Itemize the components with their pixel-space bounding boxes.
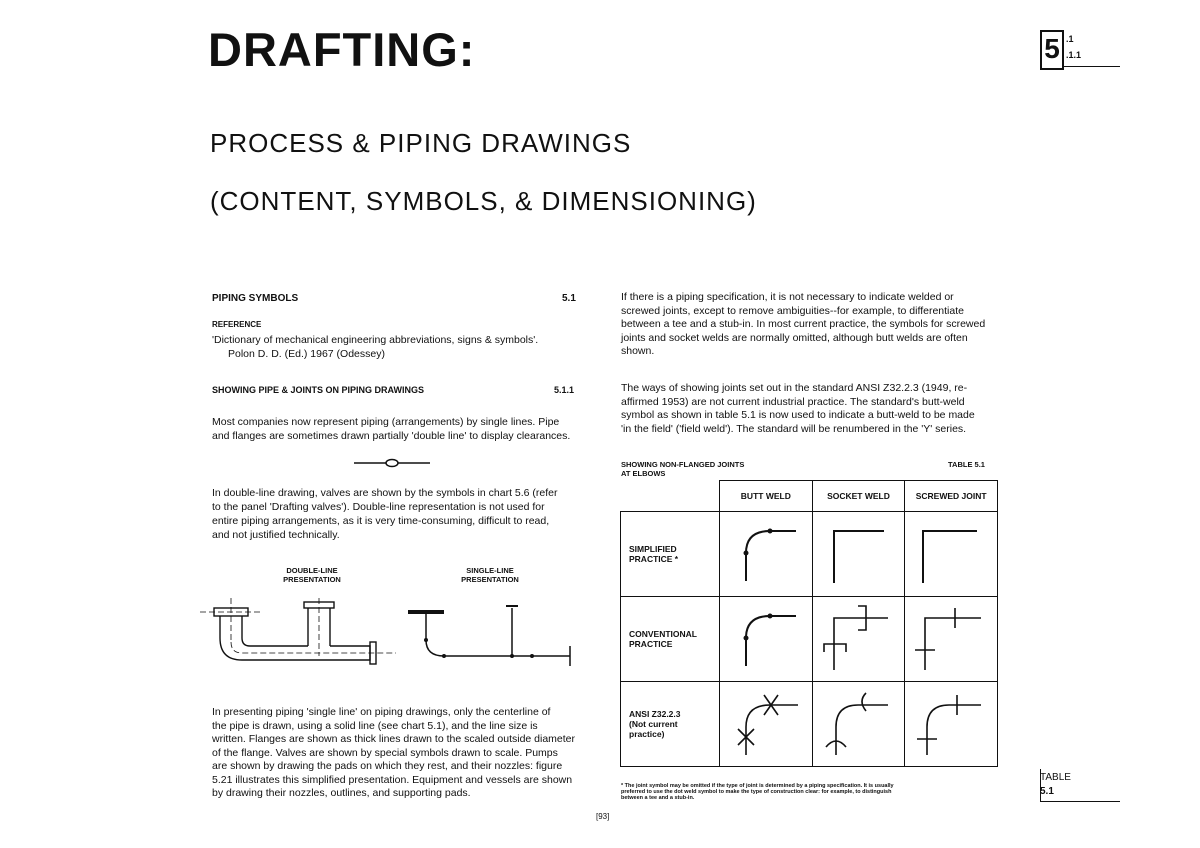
para2-line4: and not justified technically. — [212, 529, 340, 541]
page-number: [93] — [596, 812, 610, 821]
single-line-caption-2: PRESENTATION — [461, 575, 519, 584]
text-line: The ways of showing joints set out in the standard ANSI Z32.2.3 (1949, re- — [621, 382, 968, 394]
para2-line3: entire piping arrangements, as it is very time-consuming, difficult to read, — [212, 515, 550, 527]
reference-label: REFERENCE — [212, 320, 262, 329]
text-line: of the flange. Valves are shown by special symbols drawn to scale. Pumps — [212, 746, 558, 759]
margin-tag-1: TABLE — [1040, 772, 1071, 783]
socket-weld-simplified-symbol — [818, 519, 898, 589]
para3-block — [212, 706, 575, 801]
text-line: If there is a piping specification, it is not necessary to indicate welded or — [621, 291, 954, 303]
butt-weld-ansi-symbol — [726, 689, 806, 759]
text-line: 'in the field' ('field weld'). The standard will be renumbered in the 'Y' series. — [621, 422, 967, 435]
text-line: symbol as shown in table 5.1 is now used to indicate a butt-weld to be made — [621, 409, 975, 421]
row-label-line: PRACTICE * — [629, 554, 679, 564]
text-line: affirmed 1953) are not current industrial practice. The standard's butt-weld — [621, 395, 965, 408]
margin-tag-bottom-rule — [1040, 801, 1120, 802]
screwed-joint-conventional-symbol — [911, 604, 991, 674]
cell-conventional-socket — [812, 597, 905, 682]
subsection-number: 5.1.1 — [554, 385, 575, 395]
table-corner — [621, 481, 720, 512]
section-title: PIPING SYMBOLS — [212, 293, 299, 304]
double-line-caption-2: PRESENTATION — [283, 575, 341, 584]
para2-line2: to the panel 'Drafting valves'). Double-line representation is not used for — [212, 501, 545, 513]
text-line: written. Flanges are shown as thick lines drawn to the scaled outside diameter — [212, 733, 576, 745]
right-para1-block — [621, 291, 985, 359]
butt-weld-conventional-symbol — [726, 604, 806, 674]
row-label-simplified — [621, 512, 720, 597]
badge-line-2: .1.1 — [1066, 50, 1082, 60]
row-label-conventional — [621, 597, 720, 682]
text-line: 5.21 illustrates this simplified presentation. Equipment and vessels are shown — [212, 773, 573, 786]
margin-tag-rule — [1040, 769, 1041, 801]
page-subtitle: PROCESS & PIPING DRAWINGS — [210, 128, 632, 158]
cell-conventional-butt — [720, 597, 813, 682]
row-label-line: SIMPLIFIED — [629, 544, 677, 554]
text-line: are shown by drawing the pads on which they rest, and their nozzles: figure — [212, 760, 563, 772]
text-line: preferred to use the dot weld symbol to make the type of construction clear: for example, to distinguish — [621, 789, 892, 795]
cell-simplified-butt — [720, 512, 813, 597]
col-header-screwed-joint: SCREWED JOINT — [905, 481, 998, 512]
section-number: 5.1 — [562, 293, 576, 304]
socket-weld-ansi-symbol — [818, 689, 898, 759]
cell-ansi-socket — [812, 682, 905, 767]
table-title-1: SHOWING NON-FLANGED JOINTS — [621, 460, 745, 469]
text-line: In presenting piping 'single line' on piping drawings, only the centerline of — [212, 706, 551, 718]
cell-simplified-screwed — [905, 512, 998, 597]
subsection-title: SHOWING PIPE & JOINTS ON PIPING DRAWINGS — [212, 385, 425, 395]
screwed-joint-simplified-symbol — [911, 519, 991, 589]
text-line: between a tee and a stub-in. — [621, 795, 695, 801]
row-label-line: practice) — [629, 729, 665, 739]
single-line-pipe-figure — [404, 600, 580, 670]
margin-tag-2: 5.1 — [1040, 786, 1054, 797]
cell-conventional-screwed — [905, 597, 998, 682]
col-header-socket-weld: SOCKET WELD — [812, 481, 905, 512]
badge-rule — [1062, 66, 1120, 67]
row-label-line: (Not current — [629, 719, 678, 729]
double-line-pipe-figure — [200, 598, 400, 670]
page-subtitle-2: (CONTENT, SYMBOLS, & DIMENSIONING) — [210, 186, 757, 216]
reference-line-2: Polon D. D. (Ed.) 1967 (Odessey) — [228, 348, 385, 360]
socket-weld-conventional-symbol — [818, 604, 898, 674]
text-line: by drawing their nozzles, outlines, and supporting pads. — [212, 787, 471, 799]
row-label-line: CONVENTIONAL — [629, 629, 697, 639]
row-label-line: PRACTICE — [629, 639, 673, 649]
cell-ansi-screwed — [905, 682, 998, 767]
text-line: the pipe is drawn, using a solid line (see chart 5.1), and the line size is — [212, 719, 538, 732]
cell-simplified-socket — [812, 512, 905, 597]
screwed-joint-ansi-symbol — [911, 689, 991, 759]
text-line: joints and socket welds are normally omitted, although butt welds are often — [621, 331, 968, 344]
text-line: * The joint symbol may be omitted if the type of joint is determined by a piping specification. It is usually — [621, 783, 894, 789]
row-label-ansi — [621, 682, 720, 767]
joints-table — [620, 480, 998, 767]
text-line: shown. — [621, 345, 655, 357]
table-title-2: AT ELBOWS — [621, 469, 666, 478]
page-title: DRAFTING: — [208, 23, 476, 76]
text-line: screwed joints, except to remove ambiguities--for example, to differentiate — [621, 304, 964, 317]
double-line-caption-1: DOUBLE-LINE — [286, 566, 338, 575]
table-footnote — [621, 783, 1001, 801]
col-header-butt-weld: BUTT WELD — [720, 481, 813, 512]
table-label: TABLE 5.1 — [948, 460, 985, 469]
cell-ansi-butt — [720, 682, 813, 767]
text-line: between a tee and a stub-in. In most current practice, the symbols for screwed — [621, 318, 986, 330]
chapter-badge: 5 — [1040, 30, 1064, 70]
divider-ornament — [352, 456, 432, 470]
badge-line-1: .1 — [1066, 34, 1074, 44]
para1-line2: and flanges are sometimes drawn partially 'double line' to display clearances. — [212, 430, 571, 442]
reference-line-1: 'Dictionary of mechanical engineering abbreviations, signs & symbols'. — [212, 334, 539, 346]
para1-line1: Most companies now represent piping (arrangements) by single lines. Pipe — [212, 416, 560, 428]
para2-line1: In double-line drawing, valves are shown by the symbols in chart 5.6 (refer — [212, 487, 558, 499]
single-line-caption-1: SINGLE-LINE — [466, 566, 514, 575]
right-para2-block — [621, 382, 975, 436]
row-label-line: ANSI Z32.2.3 — [629, 709, 681, 719]
butt-weld-simplified-symbol — [726, 519, 806, 589]
